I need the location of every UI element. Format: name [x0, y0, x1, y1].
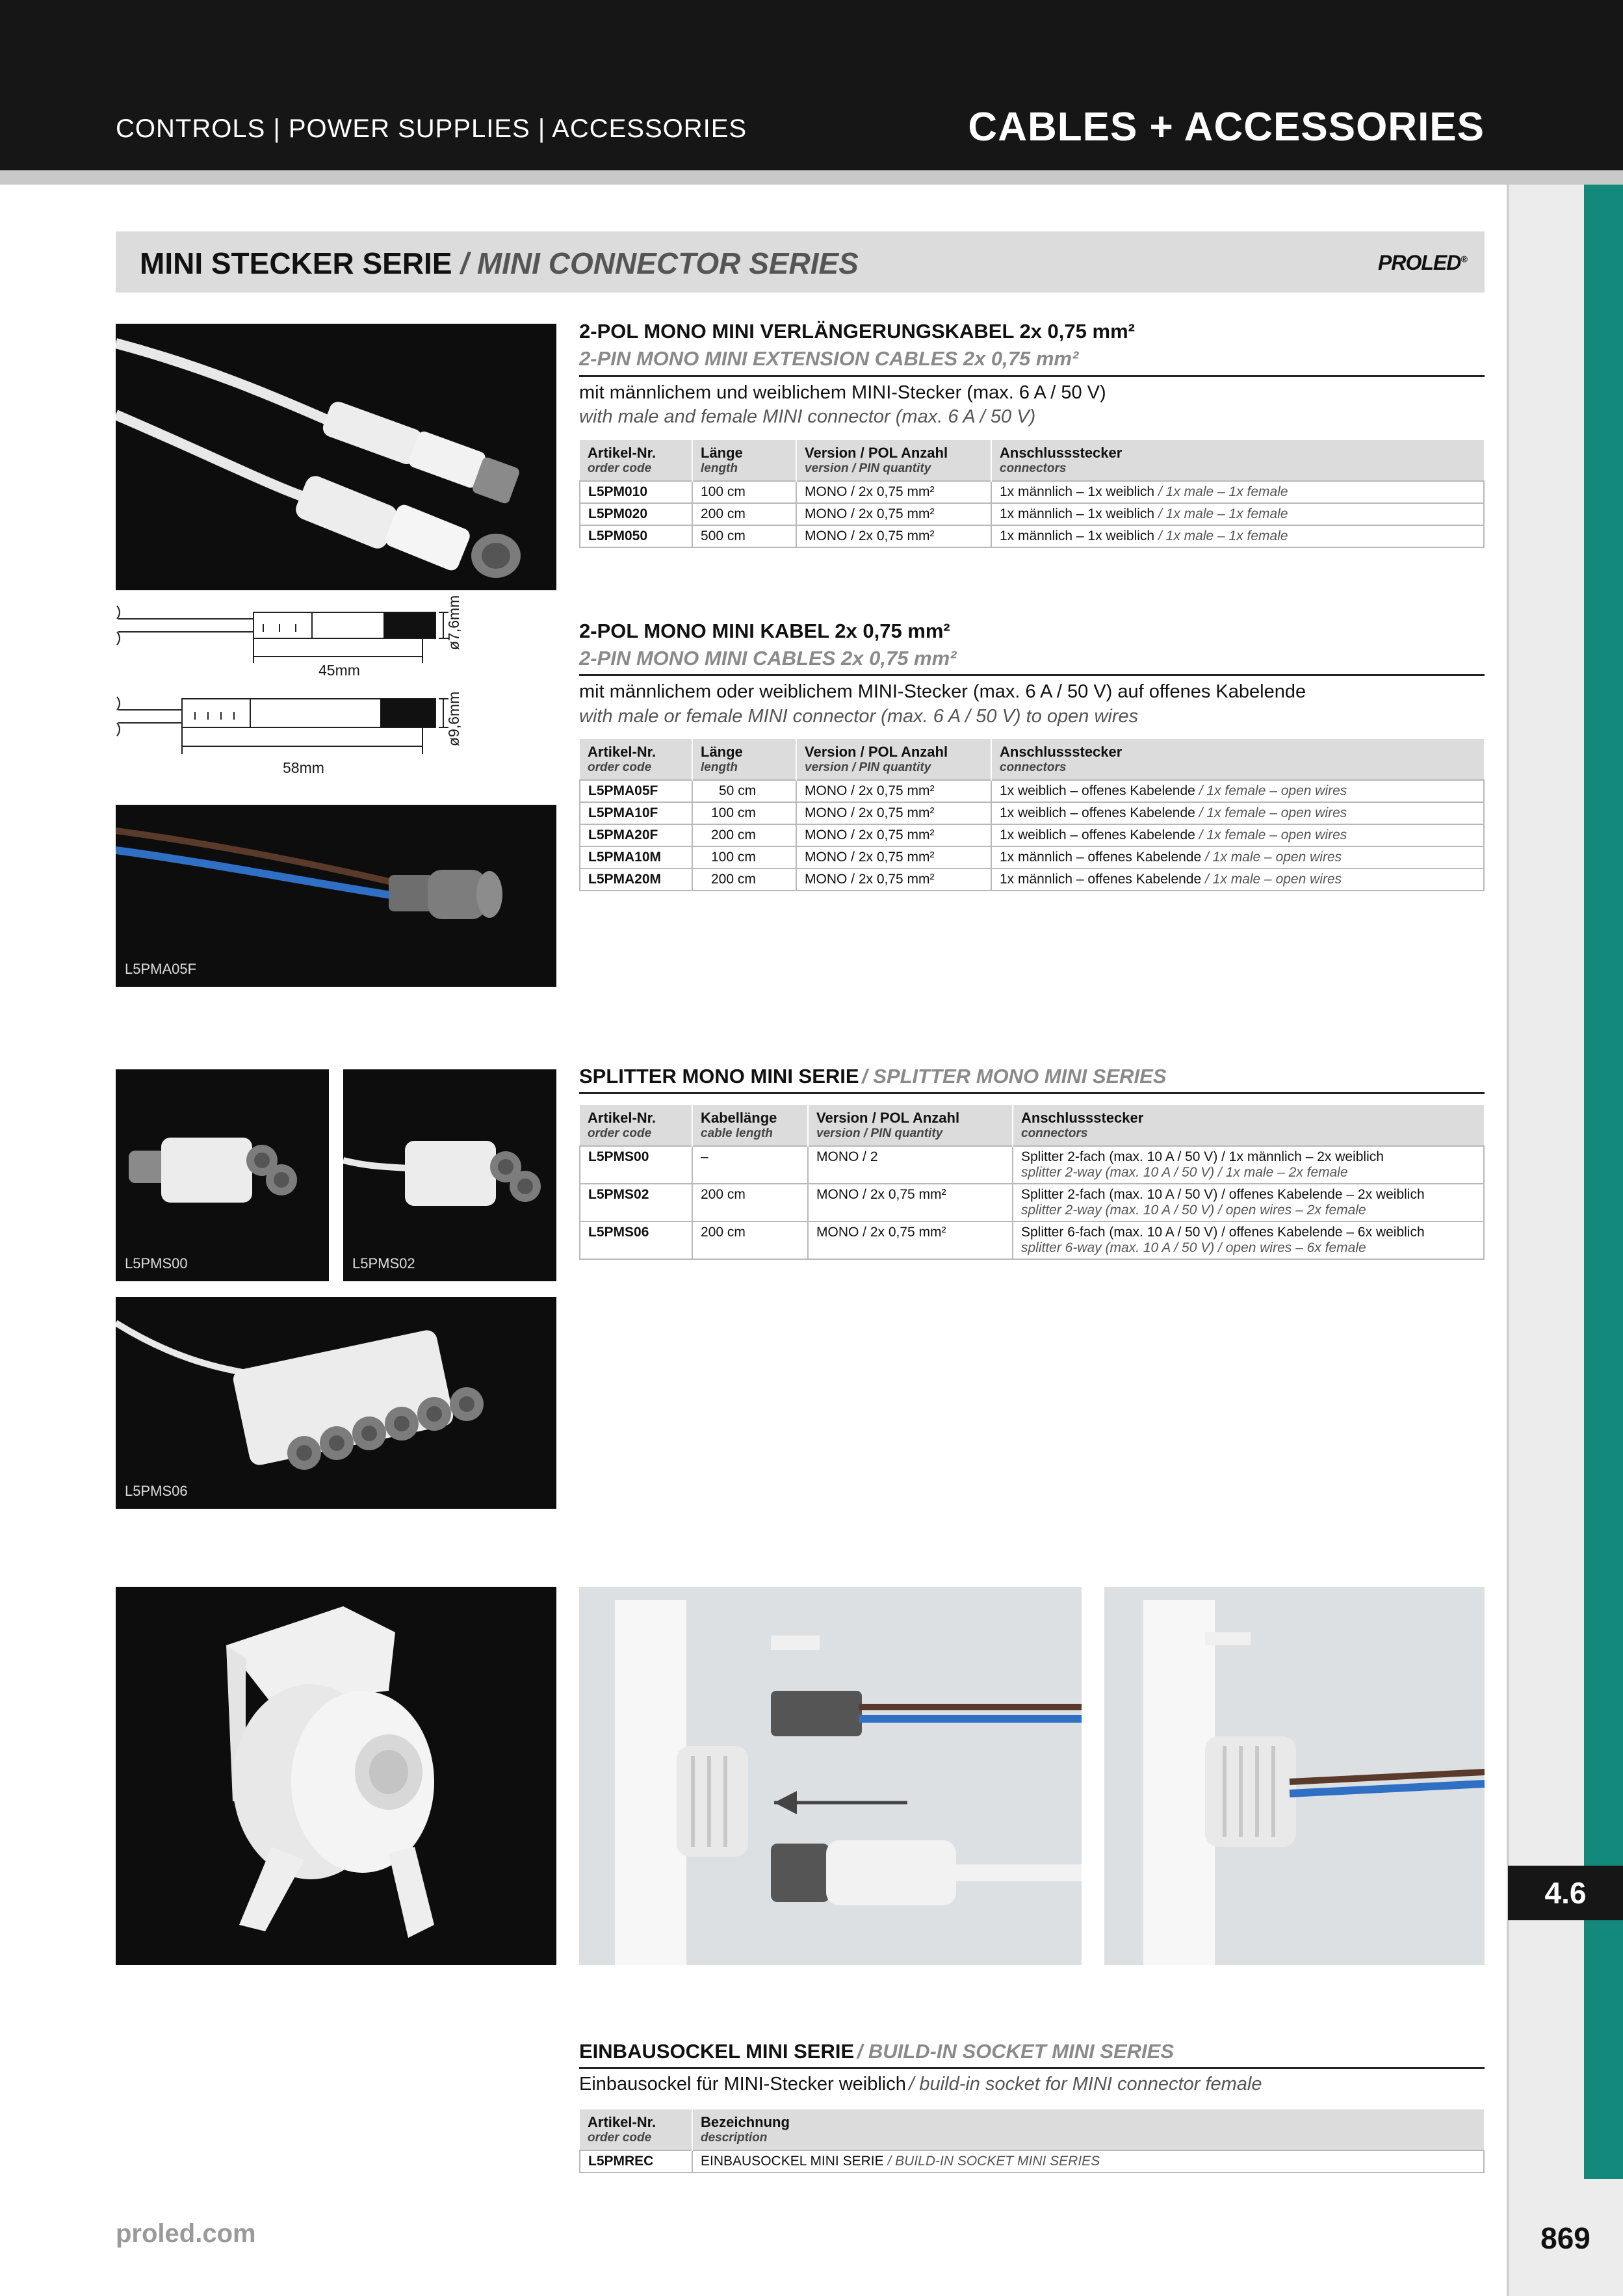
- photo-caption: L5PMS00: [125, 1255, 188, 1272]
- table-row: L5PMS00 – MONO / 2 Splitter 2-fach (max. 10 A / 50 V) / 1x männlich – 2x weiblich splitter 2-way (max. 10 A / 50 V) / 1x male – 2x female: [580, 1146, 1484, 1184]
- product-1-table: [579, 440, 1485, 548]
- brand-registered-mark: ®: [1461, 254, 1467, 265]
- product-3-title-en: / SPLITTER MONO MINI SERIES: [862, 1065, 1167, 1088]
- product-4-desc: [579, 2074, 1262, 2095]
- column-header: Länge length: [692, 440, 796, 481]
- socket-install-photo: [579, 1587, 1082, 1965]
- dimension-length-2: 58mm: [283, 759, 324, 776]
- table-row: L5PMA20F 200 cm MONO / 2x 0,75 mm² 1x weiblich – offenes Kabelende / 1x female – open wires: [580, 824, 1484, 846]
- extension-cable-illustration: [116, 324, 556, 590]
- product-4-desc-de: Einbausockel für MINI-Stecker weiblich: [579, 2074, 906, 2094]
- product-4-title: [579, 2040, 1174, 2063]
- table-row: L5PMS06 200 cm MONO / 2x 0,75 mm² Splitter 6-fach (max. 10 A / 50 V) / offenes Kabelende – 6x weiblich splitter 6-way (max. 10 A / 50 V) / open wires – 6x female: [580, 1221, 1484, 1259]
- splitter-2way-illustration: [116, 1069, 329, 1281]
- column-header: Artikel-Nr. order code: [580, 440, 692, 481]
- product-4-desc-en: / build-in socket for MINI connector female: [909, 2074, 1262, 2094]
- column-header: Version / POL Anzahl version / PIN quantity: [796, 440, 991, 481]
- photo-caption: L5PMS02: [352, 1255, 415, 1272]
- product-2-desc-de: mit männlichem oder weiblichem MINI-Stecker (max. 6 A / 50 V) auf offenes Kabelende: [579, 681, 1306, 702]
- column-header: Bezeichnung description: [692, 2109, 1484, 2150]
- footer-website: proled.com: [116, 2219, 256, 2248]
- right-margin-rule: [1507, 185, 1509, 2296]
- open-wire-cable-illustration: [116, 805, 556, 987]
- breadcrumb: CONTROLS | POWER SUPPLIES | ACCESSORIES: [116, 114, 747, 143]
- build-in-socket-illustration: [116, 1587, 556, 1965]
- table-row: L5PMREC EINBAUSOCKEL MINI SERIE / BUILD-IN SOCKET MINI SERIES: [580, 2150, 1484, 2172]
- column-header: Anschlussstecker connectors: [1013, 1105, 1484, 1146]
- product-3-title-de: SPLITTER MONO MINI SERIE: [579, 1065, 859, 1088]
- product-1-title-de: 2-POL MONO MINI VERLÄNGERUNGSKABEL 2x 0,75 mm²: [579, 320, 1135, 343]
- product-2-title-de: 2-POL MONO MINI KABEL 2x 0,75 mm²: [579, 620, 950, 642]
- splitter-2way-photo: [116, 1069, 329, 1281]
- product-1-desc-en: with male and female MINI connector (max. 6 A / 50 V): [579, 406, 1036, 427]
- table-row: L5PM010 100 cm MONO / 2x 0,75 mm² 1x männlich – 1x weiblich / 1x male – 1x female: [580, 481, 1484, 503]
- product-1-rule: [579, 375, 1485, 377]
- column-header: Anschlussstecker connectors: [991, 440, 1484, 481]
- page-number: 869: [1540, 2221, 1591, 2255]
- header-divider: [0, 170, 1623, 185]
- dimension-diagram: [110, 598, 474, 787]
- column-header: Artikel-Nr. order code: [580, 2109, 692, 2150]
- product-2-title-en: 2-PIN MONO MINI CABLES 2x 0,75 mm²: [579, 647, 957, 670]
- column-header: Artikel-Nr. order code: [580, 739, 692, 780]
- series-title-en: / MINI CONNECTOR SERIES: [460, 246, 859, 280]
- table-row: L5PMS02 200 cm MONO / 2x 0,75 mm² Splitter 2-fach (max. 10 A / 50 V) / offenes Kabelende – 2x weiblich splitter 2-way (max. 10 A / 50 V) / open wires – 2x female: [580, 1184, 1484, 1221]
- product-2-table: [579, 739, 1485, 891]
- column-header: Version / POL Anzahl version / PIN quantity: [808, 1105, 1013, 1146]
- open-wire-cable-photo: [116, 805, 556, 987]
- dimension-diameter-1: ø7,6mm: [445, 595, 462, 650]
- column-header: Länge length: [692, 739, 796, 780]
- photo-caption: L5PMS06: [125, 1483, 188, 1499]
- splitter-6way-photo: [116, 1297, 556, 1509]
- brand-name: PROLED: [1378, 251, 1461, 274]
- table-row: L5PMA10M 100 cm MONO / 2x 0,75 mm² 1x männlich – offenes Kabelende / 1x male – open wires: [580, 846, 1484, 868]
- splitter-2way-cable-illustration: [343, 1069, 556, 1281]
- chapter-tab: 4.6: [1508, 1866, 1623, 1920]
- product-3-table: [579, 1105, 1485, 1260]
- table-row: L5PMA10F 100 cm MONO / 2x 0,75 mm² 1x weiblich – offenes Kabelende / 1x female – open wires: [580, 802, 1484, 824]
- product-4-title-de: EINBAUSOCKEL MINI SERIE: [579, 2040, 855, 2063]
- socket-installed-illustration: [1104, 1587, 1485, 1965]
- product-2-rule: [579, 674, 1485, 676]
- dimension-diameter-2: ø9,6mm: [445, 691, 462, 746]
- product-1-desc-de: mit männlichem und weiblichem MINI-Stecker (max. 6 A / 50 V): [579, 382, 1106, 403]
- table-row: L5PMA20M 200 cm MONO / 2x 0,75 mm² 1x männlich – offenes Kabelende / 1x male – open wires: [580, 868, 1484, 891]
- product-3-rule: [579, 1092, 1485, 1094]
- table-row: L5PMA05F 50 cm MONO / 2x 0,75 mm² 1x weiblich – offenes Kabelende / 1x female – open wires: [580, 780, 1484, 802]
- socket-install-illustration: [579, 1587, 1082, 1965]
- column-header: Kabellänge cable length: [692, 1105, 808, 1146]
- table-row: L5PM050 500 cm MONO / 2x 0,75 mm² 1x männlich – 1x weiblich / 1x male – 1x female: [580, 525, 1484, 547]
- product-2-desc-en: with male or female MINI connector (max. 6 A / 50 V) to open wires: [579, 706, 1139, 727]
- table-row: L5PM020 200 cm MONO / 2x 0,75 mm² 1x männlich – 1x weiblich / 1x male – 1x female: [580, 503, 1484, 525]
- series-title-de: MINI STECKER SERIE: [140, 246, 452, 280]
- column-header: Artikel-Nr. order code: [580, 1105, 692, 1146]
- column-header: Version / POL Anzahl version / PIN quantity: [796, 739, 991, 780]
- product-4-rule: [579, 2067, 1485, 2069]
- dimension-length-1: 45mm: [318, 662, 360, 679]
- splitter-6way-illustration: [116, 1297, 556, 1509]
- photo-caption: L5PMA05F: [125, 961, 197, 977]
- product-4-title-en: / BUILD-IN SOCKET MINI SERIES: [857, 2040, 1175, 2063]
- build-in-socket-photo: [116, 1587, 556, 1965]
- extension-cable-photo: [116, 324, 556, 590]
- product-1-title-en: 2-PIN MONO MINI EXTENSION CABLES 2x 0,75 mm²: [579, 347, 1079, 370]
- product-3-title: [579, 1065, 1167, 1088]
- column-header: Anschlussstecker connectors: [991, 739, 1484, 780]
- splitter-2way-cable-photo: [343, 1069, 556, 1281]
- product-4-table: [579, 2109, 1485, 2173]
- section-title: CABLES + ACCESSORIES: [968, 105, 1485, 150]
- socket-installed-photo: [1104, 1587, 1485, 1965]
- series-title: [140, 246, 859, 281]
- brand-logo: [1378, 251, 1467, 275]
